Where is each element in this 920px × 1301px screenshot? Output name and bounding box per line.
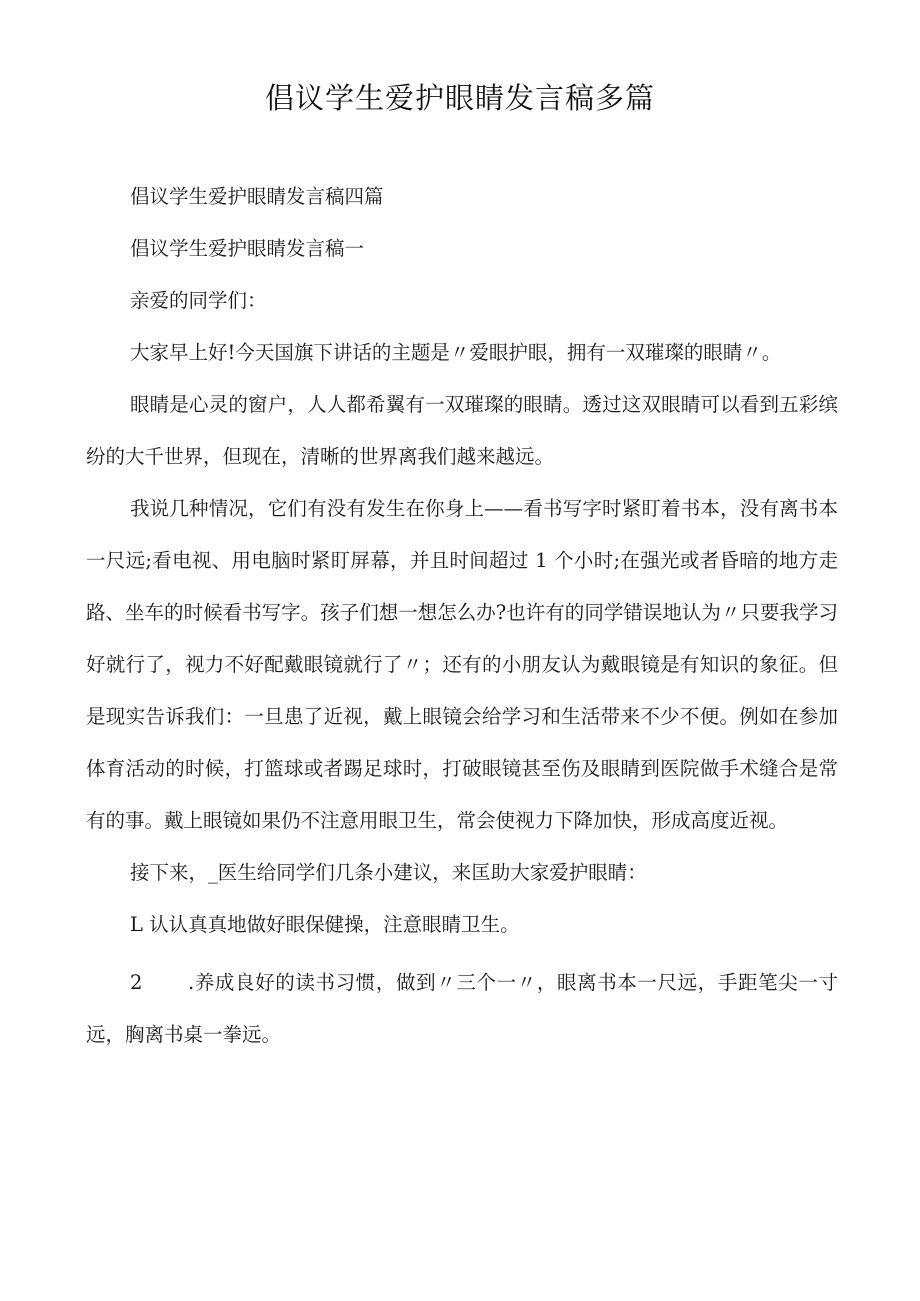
- advice-item-1: L 认认真真地做好眼保健操，注意眼睛卫生。: [130, 913, 520, 936]
- section-heading: 倡议学生爱护眼睛发言稿一: [130, 237, 365, 260]
- salutation: 亲爱的同学们：: [130, 289, 267, 312]
- advice-item-2-text: .养成良好的读书习惯，做到〃三个一〃，眼离书本一尺远，手距笔尖一寸远，胸离书桌一拳远。: [86, 971, 838, 1046]
- document-body: [86, 171, 838, 1061]
- subtitle-paragraph: 倡议学生爱护眼睛发言稿四篇: [130, 185, 384, 208]
- opening-paragraph: 大家早上好!今天国旗下讲话的主题是〃爱眼护眼，拥有一双璀璨的眼睛〃。: [130, 341, 782, 364]
- advice-intro-paragraph: 接下来，_医生给同学们几条小建议，来匡助大家爱护眼睛：: [130, 861, 647, 884]
- eyes-window-paragraph: 眼睛是心灵的窗户，人人都希翼有一双璀璨的眼睛。透过这双眼睛可以看到五彩缤纷的大千世界，但现在，清晰的世界离我们越来越远。: [86, 393, 838, 468]
- situations-paragraph: 我说几种情况，它们有没有发生在你身上——看书写字时紧盯着书本，没有离书本一尺远;看电视、用电脑时紧盯屏幕，并且时间超过 1 个小时;在强光或者昏暗的地方走路、坐车的时候看书写字。孩子们想一想怎么办?也许有的同学错误地认为〃只要我学习好就行了，视力不好配戴眼镜就行了〃；还有的小朋友认为戴眼镜是有知识的象征。但是现实告诉我们：一旦患了近视，戴上眼镜会给学习和生活带来不少不便。例如在参加体育活动的时候，打篮球或者踢足球时，打破眼镜甚至伤及眼睛到医院做手术缝合是常有的事。戴上眼镜如果仍不注意用眼卫生，常会使视力下降加快，形成高度近视。: [86, 497, 838, 832]
- advice-item-2: [86, 957, 838, 1061]
- document-title: 倡议学生爱护眼睛发言稿多篇: [264, 81, 655, 115]
- advice-item-2-number: 2: [130, 971, 143, 994]
